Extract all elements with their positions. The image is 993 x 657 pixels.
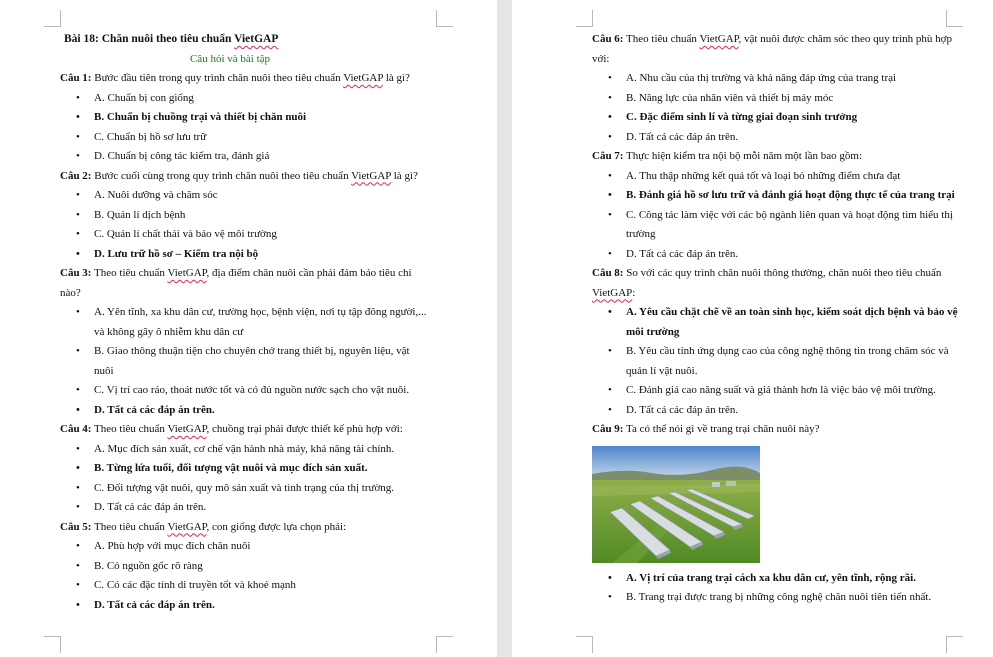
answer-option-correct: • B. Từng lứa tuổi, đối tượng vật nuôi và mục đích sản xuất. [60, 459, 430, 479]
question-label: Câu 7: [592, 150, 624, 162]
answer-option: • C. Có các đặc tính di truyền tốt và khoẻ mạnh [60, 576, 430, 596]
crop-mark [436, 636, 453, 653]
question-label: Câu 3: [60, 267, 92, 279]
document-subtitle: Câu hỏi và bài tập [189, 52, 271, 65]
answer-option: • A. Mục đích sản xuất, cơ chế vận hành nhà máy, khả năng tài chính. [60, 440, 430, 460]
answer-list [592, 167, 962, 265]
question-text: Thực hiện kiểm tra nội bộ mỗi năm một lần bao gồm: [626, 150, 863, 162]
question-label: Câu 9: [592, 423, 624, 435]
answer-option-correct: • D. Tất cả các đáp án trên. [60, 596, 430, 616]
answer-option: • B. Quản lí dịch bệnh [60, 206, 430, 226]
question-6 [592, 30, 962, 69]
answer-list [60, 303, 430, 420]
document-title: Bài 18: Chăn nuôi theo tiêu chuẩn VietGAP [64, 33, 279, 45]
answer-list [592, 303, 962, 420]
question-2 [60, 167, 430, 187]
answer-list [60, 440, 430, 518]
question-label: Câu 5: [60, 520, 92, 533]
question-label: Câu 4: [60, 423, 92, 435]
crop-mark [44, 636, 61, 653]
answer-option: • A. Nuôi dưỡng và chăm sóc [60, 186, 430, 206]
question-text: Theo tiêu chuẩn VietGAP, chuồng trại phải được thiết kế phù hợp với: [94, 423, 403, 435]
crop-mark [576, 10, 593, 27]
answer-option-correct: • D. Lưu trữ hồ sơ – Kiểm tra nội bộ [60, 245, 430, 265]
answer-option-correct: • D. Tất cả các đáp án trên. [60, 401, 430, 421]
question-text: Bước đầu tiên trong quy trình chăn nuôi theo tiêu chuẩn VietGAP là gì? [94, 72, 410, 84]
crop-mark [576, 636, 593, 653]
answer-option: • D. Tất cả các đáp án trên. [592, 128, 962, 148]
answer-option: • C. Vị trí cao ráo, thoát nước tốt và có đủ nguồn nước sạch cho vật nuôi. [60, 381, 430, 401]
question-label: Câu 2: [60, 169, 92, 182]
question-label: Câu 6: [592, 33, 624, 45]
question-text: Bước cuối cùng trong quy trình chăn nuôi theo tiêu chuẩn VietGAP là gì? [94, 169, 418, 182]
question-1 [60, 69, 430, 89]
answer-option-correct: • C. Đặc điểm sinh lí và từng giai đoạn sinh trưởng [592, 108, 962, 128]
answer-option-correct: • B. Đánh giá hồ sơ lưu trữ và đánh giá hoạt động thực tế của trang trại [592, 186, 962, 206]
crop-mark [946, 636, 963, 653]
answer-option: • B. Giao thông thuận tiện cho chuyên chở trang thiết bị, nguyên liệu, vật nuôi [60, 342, 430, 381]
answer-option: • A. Nhu cầu của thị trường và khả năng đáp ứng của trang trại [592, 69, 962, 89]
question-5 [60, 518, 430, 538]
answer-option: • C. Đánh giá cao năng suất và giá thành hơn là việc bảo vệ môi trường. [592, 381, 962, 401]
answer-option-correct: • A. Vị trí của trang trại cách xa khu dân cư, yên tĩnh, rộng rãi. [592, 569, 962, 589]
answer-option: • A. Yên tĩnh, xa khu dân cư, trường học, bệnh viện, nơi tụ tập đông người,... và không gây ô nhiễm khu dân cư [60, 303, 430, 342]
answer-list [592, 69, 962, 147]
question-3 [60, 264, 430, 303]
answer-option: • B. Năng lực của nhân viên và thiết bị máy móc [592, 89, 962, 109]
answer-list [60, 537, 430, 615]
answer-option: • D. Tất cả các đáp án trên. [60, 498, 430, 518]
question-9 [592, 420, 962, 440]
farm-aerial-photo [592, 446, 760, 563]
answer-list [60, 186, 430, 264]
answer-option: • C. Đối tượng vật nuôi, quy mô sản xuất và tình trạng của thị trường. [60, 479, 430, 499]
answer-option: • A. Thu thập những kết quả tốt và loại bỏ những điểm chưa đạt [592, 167, 962, 187]
answer-option: • A. Phù hợp với mục đích chăn nuôi [60, 537, 430, 557]
answer-list [60, 89, 430, 167]
answer-option: • C. Công tác làm việc với các bộ ngành liên quan và hoạt động tìm hiểu thị trường [592, 206, 962, 245]
answer-option: • D. Tất cả các đáp án trên. [592, 245, 962, 265]
document-page-right [512, 0, 993, 657]
answer-option: • C. Quản lí chất thải và bảo vệ môi trường [60, 225, 430, 245]
answer-option: • A. Chuẩn bị con giống [60, 89, 430, 109]
question-4 [60, 420, 430, 440]
crop-mark [946, 10, 963, 27]
question-text: Theo tiêu chuẩn VietGAP, vật nuôi được chăm sóc theo quy trình phù hợp với: [592, 33, 952, 65]
question-text: So với các quy trình chăn nuôi thông thường, chăn nuôi theo tiêu chuẩn VietGAP: [592, 267, 942, 299]
question-label: Câu 1: [60, 72, 92, 84]
question-text: Theo tiêu chuẩn VietGAP, con giống được lựa chọn phải: [94, 520, 347, 533]
answer-option: • D. Tất cả các đáp án trên. [592, 401, 962, 421]
crop-mark [44, 10, 61, 27]
answer-option: • B. Có nguồn gốc rõ ràng [60, 557, 430, 577]
answer-option: • D. Chuẩn bị công tác kiểm tra, đánh giá [60, 147, 430, 167]
answer-option: • B. Yêu cầu tính ứng dụng cao của công nghệ thông tin trong chăm sóc và quản lí vật nuôi. [592, 342, 962, 381]
answer-option: • B. Trang trại được trang bị những công nghệ chăn nuôi tiên tiến nhất. [592, 588, 962, 608]
question-7 [592, 147, 962, 167]
question-text: Theo tiêu chuẩn VietGAP, địa điểm chăn nuôi cần phải đảm bảo tiêu chí nào? [60, 267, 412, 299]
question-text: Ta có thể nói gì về trang trại chăn nuôi này? [626, 423, 820, 435]
crop-mark [436, 10, 453, 27]
answer-option: • C. Chuẩn bị hồ sơ lưu trữ [60, 128, 430, 148]
question-8 [592, 264, 962, 303]
answer-list [592, 569, 962, 608]
question-label: Câu 8: [592, 267, 624, 279]
answer-option-correct: • A. Yêu cầu chặt chẽ về an toàn sinh học, kiểm soát dịch bệnh và bảo vệ môi trường [592, 303, 962, 342]
answer-option-correct: • B. Chuẩn bị chuồng trại và thiết bị chăn nuôi [60, 108, 430, 128]
